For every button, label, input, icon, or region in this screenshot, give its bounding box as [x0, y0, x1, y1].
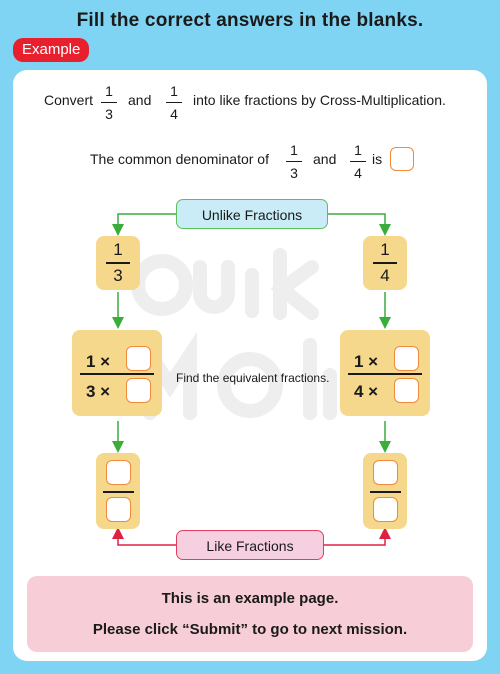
example-notice-box — [27, 576, 473, 652]
left-multiply-top: 1 × — [86, 352, 111, 371]
common-denominator-suffix: is — [372, 151, 383, 167]
unlike-fractions-label: Unlike Fractions — [176, 199, 328, 229]
instruction-suffix: into like fractions by Cross-Multiplication. — [193, 92, 446, 108]
denominator: 3 — [105, 106, 113, 122]
fraction-bar — [348, 373, 422, 375]
like-fractions-label: Like Fractions — [176, 530, 324, 560]
numerator: 1 — [354, 142, 362, 158]
notice-line-2: Please click “Submit” to go to next mission. — [92, 621, 408, 638]
left-multiplier-bottom-input[interactable] — [126, 378, 151, 403]
numerator: 1 — [170, 83, 178, 99]
numerator: 1 — [105, 83, 113, 99]
common-denominator-prefix: The common denominator of — [90, 151, 269, 167]
instruction-middle: and — [128, 92, 152, 108]
fraction-bar — [373, 262, 397, 264]
fraction-bar — [370, 491, 401, 493]
left-result-denominator-input[interactable] — [106, 497, 131, 522]
notice-line-1: This is an example page. — [161, 590, 339, 607]
right-multiplier-bottom-input[interactable] — [394, 378, 419, 403]
right-multiplier-top-input[interactable] — [394, 346, 419, 371]
common-denominator-middle: and — [313, 151, 337, 167]
page-title: Fill the correct answers in the blanks. — [76, 10, 424, 31]
left-fraction — [102, 240, 134, 286]
left-multiply-bottom: 3 × — [86, 382, 111, 401]
instruction-prefix: Convert — [44, 92, 94, 108]
right-result-numerator-input[interactable] — [373, 460, 398, 485]
right-result-denominator-input[interactable] — [373, 497, 398, 522]
center-instruction: Find the equivalent fractions. — [176, 371, 330, 385]
left-result-numerator-input[interactable] — [106, 460, 131, 485]
denominator: 3 — [290, 165, 298, 181]
fraction-bar — [106, 262, 130, 264]
denominator: 4 — [354, 165, 362, 181]
right-multiply-bottom: 4 × — [354, 382, 379, 401]
fraction-bar — [80, 373, 154, 375]
fraction-bar — [103, 491, 134, 493]
numerator: 1 — [113, 240, 123, 259]
numerator: 1 — [380, 240, 390, 259]
right-multiply-top: 1 × — [354, 352, 379, 371]
right-fraction — [369, 240, 401, 286]
denominator: 3 — [113, 265, 123, 285]
left-multiplier-top-input[interactable] — [126, 346, 151, 371]
example-badge: Example — [13, 38, 89, 62]
denominator: 4 — [380, 265, 390, 285]
denominator: 4 — [170, 106, 178, 122]
numerator: 1 — [290, 142, 298, 158]
